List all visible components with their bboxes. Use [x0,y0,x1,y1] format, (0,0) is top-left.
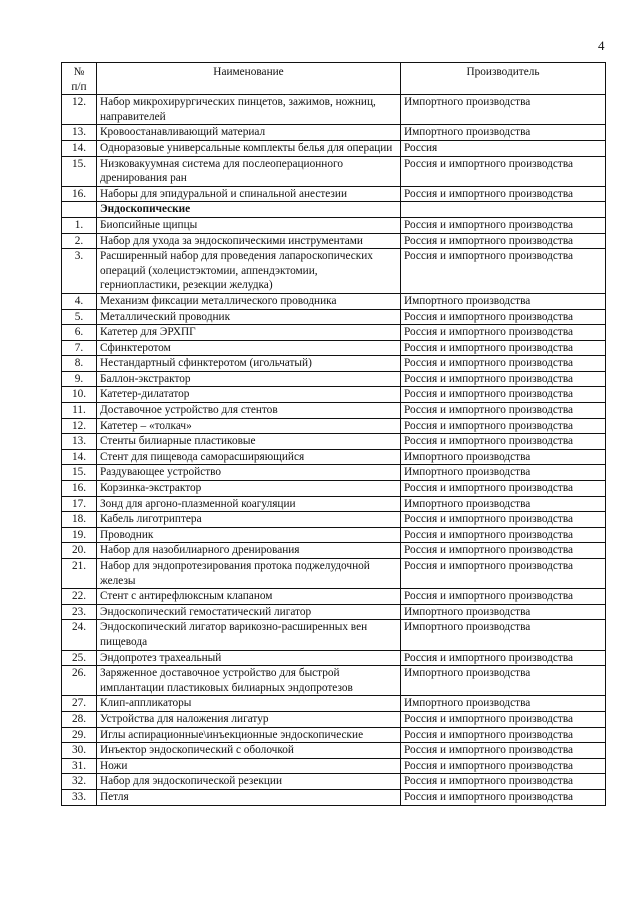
row-name: Катетер для ЭРХПГ [97,325,401,341]
row-manufacturer: Россия и импортного производства [401,743,606,759]
row-number: 27. [62,696,97,712]
row-manufacturer: Россия и импортного производства [401,217,606,233]
row-manufacturer: Импортного производства [401,620,606,650]
row-name: Клип-аппликаторы [97,696,401,712]
table-row [62,249,606,294]
row-number: 16. [62,481,97,497]
row-name: Сфинктеротом [97,340,401,356]
table-row [62,356,606,372]
row-manufacturer: Россия и импортного производства [401,387,606,403]
table-row [62,325,606,341]
row-manufacturer: Россия [401,140,606,156]
row-manufacturer: Россия и импортного производства [401,156,606,186]
row-number: 20. [62,543,97,559]
row-name: Кабель лиготриптера [97,512,401,528]
section-title: Эндоскопические [97,202,401,218]
table-row [62,604,606,620]
row-manufacturer: Россия и импортного производства [401,356,606,372]
row-manufacturer: Россия и импортного производства [401,789,606,805]
row-number: 29. [62,727,97,743]
row-number: 4. [62,293,97,309]
row-manufacturer: Россия и импортного производства [401,481,606,497]
row-name: Набор для эндопротезирования протока поджелудочной железы [97,559,401,589]
row-manufacturer: Импортного производства [401,666,606,696]
row-manufacturer: Россия и импортного производства [401,512,606,528]
table-row [62,140,606,156]
row-number: 11. [62,403,97,419]
row-name: Механизм фиксации металлического проводника [97,293,401,309]
row-manufacturer: Импортного производства [401,496,606,512]
row-name: Расширенный набор для проведения лапароскопических операций (холецистэктомии, аппендэктомии, герниопластики, резекции желудка) [97,249,401,294]
row-number: 25. [62,650,97,666]
table-row [62,789,606,805]
section-manufacturer-cell [401,202,606,218]
table-row [62,620,606,650]
row-number: 19. [62,527,97,543]
row-name: Раздувающее устройство [97,465,401,481]
header-manufacturer: Производитель [401,63,606,95]
table-row [62,774,606,790]
row-manufacturer: Импортного производства [401,465,606,481]
table-row [62,156,606,186]
row-manufacturer: Импортного производства [401,604,606,620]
row-number: 5. [62,309,97,325]
row-number: 12. [62,95,97,125]
row-name: Доставочное устройство для стентов [97,403,401,419]
row-number: 10. [62,387,97,403]
row-number: 32. [62,774,97,790]
row-name: Стенты билиарные пластиковые [97,434,401,450]
table-row [62,743,606,759]
table-row [62,696,606,712]
row-manufacturer: Россия и импортного производства [401,233,606,249]
row-manufacturer: Россия и импортного производства [401,325,606,341]
table-row [62,449,606,465]
row-name: Проводник [97,527,401,543]
table-row [62,559,606,589]
row-manufacturer: Импортного производства [401,696,606,712]
row-number: 8. [62,356,97,372]
row-number: 12. [62,418,97,434]
row-number: 9. [62,371,97,387]
row-number: 15. [62,156,97,186]
row-manufacturer: Россия и импортного производства [401,589,606,605]
table-header-row [62,63,606,95]
header-number [62,63,97,95]
row-number: 33. [62,789,97,805]
table-row [62,387,606,403]
table-row [62,496,606,512]
row-name: Биопсийные щипцы [97,217,401,233]
row-number: 14. [62,140,97,156]
section-number-cell [62,202,97,218]
row-manufacturer: Импортного производства [401,125,606,141]
row-name: Набор для ухода за эндоскопическими инструментами [97,233,401,249]
table-row [62,403,606,419]
row-name: Катетер – «толкач» [97,418,401,434]
row-number: 30. [62,743,97,759]
table-row [62,434,606,450]
row-number: 17. [62,496,97,512]
table-row [62,340,606,356]
row-manufacturer: Россия и импортного производства [401,527,606,543]
table-row [62,293,606,309]
row-manufacturer: Импортного производства [401,95,606,125]
row-name: Инъектор эндоскопический с оболочкой [97,743,401,759]
row-manufacturer: Россия и импортного производства [401,774,606,790]
row-name: Эндоскопический лигатор варикозно-расширенных вен пищевода [97,620,401,650]
row-name: Одноразовые универсальные комплекты белья для операции [97,140,401,156]
table-row [62,727,606,743]
table-row [62,711,606,727]
row-name: Набор для назобилиарного дренирования [97,543,401,559]
row-number: 24. [62,620,97,650]
table-row [62,650,606,666]
row-number: 16. [62,186,97,202]
row-name: Эндоскопический гемостатический лигатор [97,604,401,620]
row-name: Эндопротез трахеальный [97,650,401,666]
table-row [62,758,606,774]
row-manufacturer: Россия и импортного производства [401,418,606,434]
table-row [62,217,606,233]
row-number: 28. [62,711,97,727]
row-manufacturer: Россия и импортного производства [401,434,606,450]
table-row [62,186,606,202]
table-row [62,233,606,249]
row-number: 21. [62,559,97,589]
row-manufacturer: Импортного производства [401,293,606,309]
row-name: Низковакуумная система для послеоперационного дренирования ран [97,156,401,186]
row-name: Стент с антирефлюксным клапаном [97,589,401,605]
row-name: Нестандартный сфинктеротом (игольчатый) [97,356,401,372]
table-row [62,527,606,543]
row-number: 22. [62,589,97,605]
table-row [62,95,606,125]
row-manufacturer: Россия и импортного производства [401,711,606,727]
row-number: 7. [62,340,97,356]
row-name: Ножи [97,758,401,774]
row-name: Кровоостанавливающий материал [97,125,401,141]
row-manufacturer: Россия и импортного производства [401,309,606,325]
row-number: 13. [62,125,97,141]
row-number: 23. [62,604,97,620]
row-manufacturer: Россия и импортного производства [401,559,606,589]
row-name: Корзинка-экстрактор [97,481,401,497]
table-row [62,512,606,528]
row-manufacturer: Россия и импортного производства [401,758,606,774]
section-row [62,202,606,218]
row-number: 6. [62,325,97,341]
row-name: Баллон-экстрактор [97,371,401,387]
table-row [62,125,606,141]
row-name: Заряженное доставочное устройство для быстрой имплантации пластиковых билиарных эндопротезов [97,666,401,696]
table-row [62,371,606,387]
row-name: Наборы для эпидуральной и спинальной анестезии [97,186,401,202]
header-name: Наименование [97,63,401,95]
row-name: Иглы аспирационные\инъекционные эндоскопические [97,727,401,743]
header-number-label: № п/п [71,66,87,93]
row-manufacturer: Россия и импортного производства [401,543,606,559]
row-manufacturer: Россия и импортного производства [401,186,606,202]
row-manufacturer: Россия и импортного производства [401,371,606,387]
row-number: 13. [62,434,97,450]
page-number: 4 [598,38,605,53]
row-number: 3. [62,249,97,294]
row-manufacturer: Россия и импортного производства [401,727,606,743]
row-name: Набор для эндоскопической резекции [97,774,401,790]
row-manufacturer: Россия и импортного производства [401,650,606,666]
row-manufacturer: Россия и импортного производства [401,249,606,294]
table-row [62,465,606,481]
row-number: 1. [62,217,97,233]
row-number: 31. [62,758,97,774]
table-row [62,418,606,434]
row-number: 14. [62,449,97,465]
table-row [62,309,606,325]
row-number: 2. [62,233,97,249]
row-name: Стент для пищевода саморасширяющийся [97,449,401,465]
table-row [62,481,606,497]
row-name: Набор микрохирургических пинцетов, зажимов, ножниц, направителей [97,95,401,125]
row-name: Устройства для наложения лигатур [97,711,401,727]
table-row [62,589,606,605]
row-manufacturer: Россия и импортного производства [401,403,606,419]
row-name: Зонд для аргоно-плазменной коагуляции [97,496,401,512]
row-name: Катетер-дилататор [97,387,401,403]
equipment-table [61,62,606,806]
row-number: 18. [62,512,97,528]
row-number: 26. [62,666,97,696]
row-number: 15. [62,465,97,481]
table-row [62,666,606,696]
table-row [62,543,606,559]
row-manufacturer: Импортного производства [401,449,606,465]
row-name: Металлический проводник [97,309,401,325]
row-manufacturer: Россия и импортного производства [401,340,606,356]
table-body [62,95,606,805]
row-name: Петля [97,789,401,805]
